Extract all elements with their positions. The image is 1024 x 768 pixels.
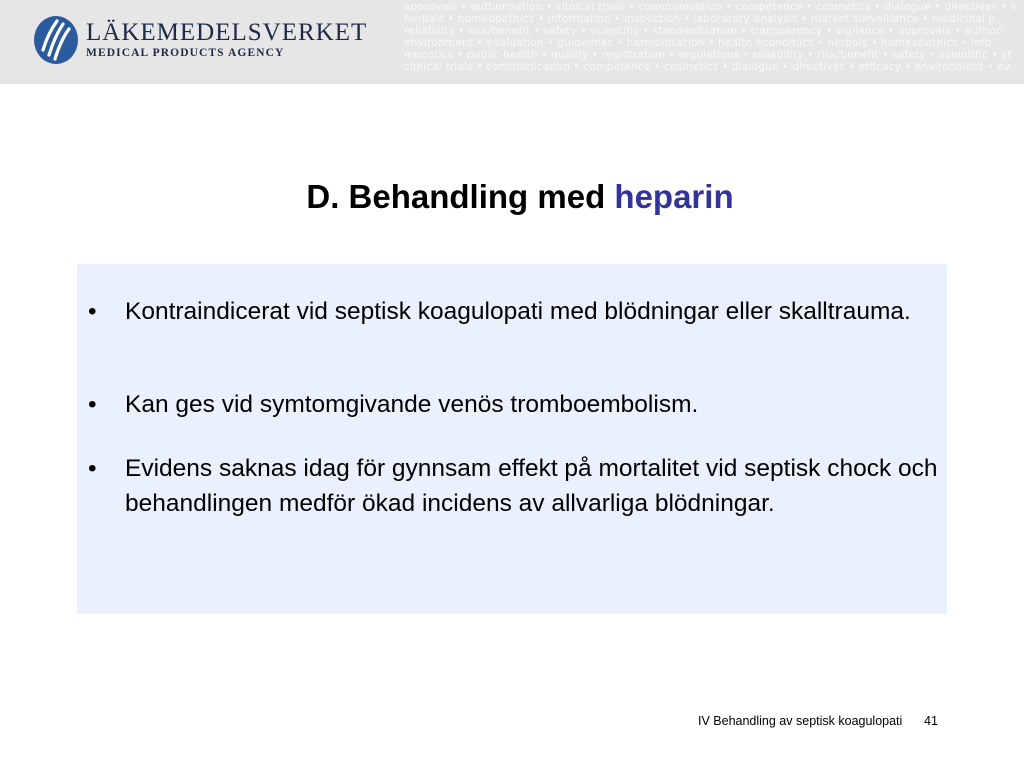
footer-section-label: IV Behandling av septisk koagulopati: [698, 714, 903, 728]
bullet-text: Evidens saknas idag för gynnsam effekt på mortalitet vid septisk chock och behandlingen medför ökad incidens av allvarliga blödningar.: [125, 455, 938, 517]
bullet-marker: •: [88, 391, 97, 418]
bullet-text: Kontraindicerat vid septisk koagulopati med blödningar eller skalltrauma.: [125, 298, 911, 325]
watermark-line: reliability • risk/benefit • safety • scientific • standardisation • transparency • vigilance • approvals • authori: [404, 25, 1004, 37]
lakemedelsverket-logo-icon: [33, 15, 79, 65]
header-banner: [0, 0, 1024, 84]
watermark-line: environment • evaluation • guidelines • harmonisation • health economics • herbals • homeopathics • info: [404, 37, 992, 49]
brand-name: LÄKEMEDELSVERKET: [86, 19, 368, 46]
brand-subtitle: MEDICAL PRODUCTS AGENCY: [86, 47, 285, 59]
watermark-line: narcotics • public health • quality • registration • regulations • reliability • risk/benefit • safety • scientific • st: [404, 49, 1012, 61]
watermark-line: herbals • homeopathics • information • inspection • laboratory analysis • market surveillance • medicinal p: [404, 13, 996, 25]
slide-title: [0, 178, 1024, 216]
page-number: 41: [924, 714, 938, 728]
brand-wordmark: [86, 19, 367, 60]
bullet-marker: •: [88, 298, 97, 325]
slide-title-prefix: D. Behandling med: [306, 178, 606, 215]
slide-title-highlight: heparin: [614, 178, 734, 215]
bullet-text: Kan ges vid symtomgivande venös tromboembolism.: [125, 391, 699, 418]
watermark-line: clinical trials • communication • competence • cosmetics • dialogue • directives • efficacy • environment • ev: [404, 61, 1011, 73]
keyword-watermark: [404, 1, 1024, 83]
watermark-line: approvals • authorisation • clinical trials • communication • competence • cosmetics • dialogue • directives • e: [404, 1, 1018, 13]
bullet-marker: •: [88, 455, 97, 482]
content-box: [77, 264, 947, 614]
